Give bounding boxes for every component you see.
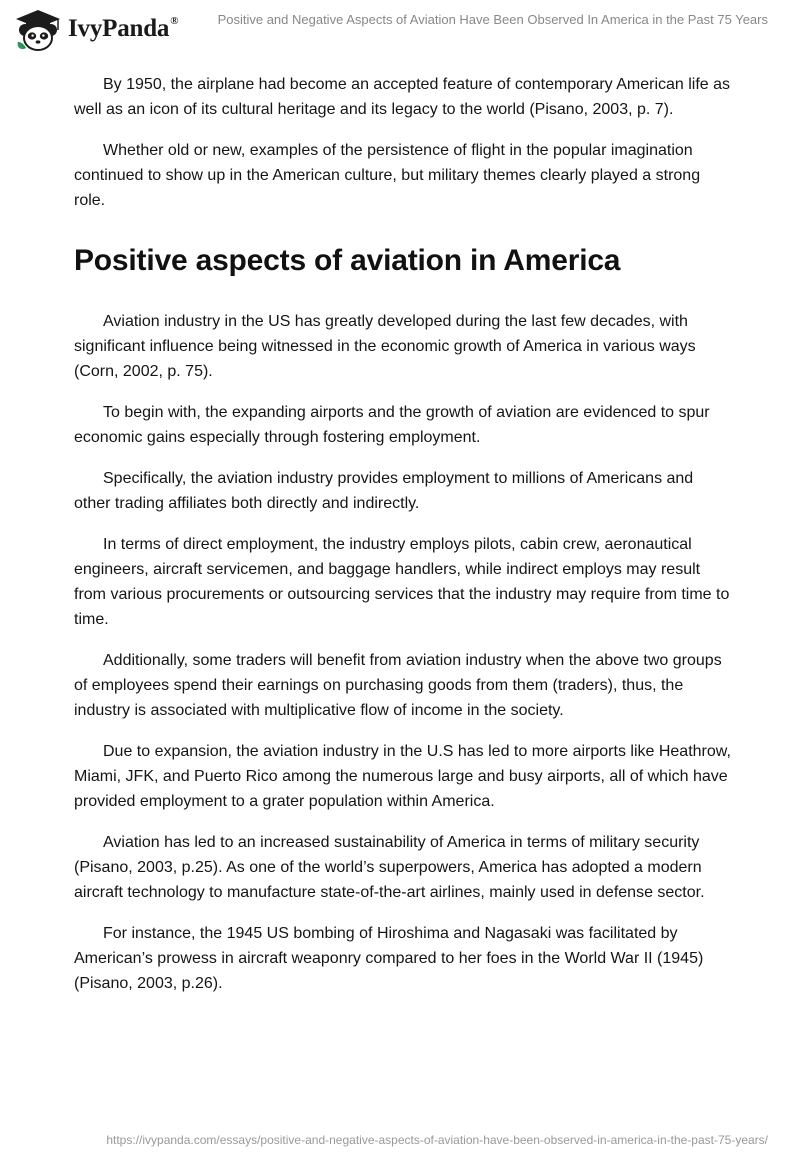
panda-graduate-icon	[14, 8, 62, 52]
article-body	[74, 72, 734, 1012]
section-heading: Positive aspects of aviation in America	[74, 244, 621, 277]
paragraph: In terms of direct employment, the industry employs pilots, cabin crew, aeronautical engineers, aircraft servicemen, and baggage handlers, while indirect employs may result from various procurements or outsourcing services that the industry may require from time to time.	[74, 536, 730, 628]
registered-mark: ®	[170, 14, 179, 27]
paragraph: To begin with, the expanding airports and the growth of aviation are evidenced to spur economic gains especially through fostering employment.	[74, 404, 710, 446]
essay-title-header: Positive and Negative Aspects of Aviation Have Been Observed In America in the Past 75 Years	[217, 12, 768, 27]
brand-name: IvyPanda®	[68, 14, 179, 42]
source-url[interactable]: https://ivypanda.com/essays/positive-and-negative-aspects-of-aviation-have-been-observed-in-america-in-the-past-75-years/	[106, 1133, 768, 1147]
ivypanda-logo[interactable]	[14, 8, 178, 52]
paragraph: For instance, the 1945 US bombing of Hiroshima and Nagasaki was facilitated by American’s prowess in aircraft weaponry compared to her foes in the World War II (1945) (Pisano, 2003, p.26).	[74, 925, 704, 992]
paragraph: Due to expansion, the aviation industry in the U.S has led to more airports like Heathrow, Miami, JFK, and Puerto Rico among the numerous large and busy airports, all of which have provided employment to a grater population within America.	[74, 743, 731, 810]
paragraph: Aviation has led to an increased sustainability of America in terms of military security (Pisano, 2003, p.25). As one of the world’s superpowers, America has adopted a modern aircraft technology to manufacture state-of-the-art airlines, mainly used in defense sector.	[74, 834, 705, 901]
page-header	[0, 0, 800, 64]
paragraph: Specifically, the aviation industry provides employment to millions of Americans and other trading affiliates both directly and indirectly.	[74, 470, 694, 512]
paragraph: Additionally, some traders will benefit from aviation industry when the above two groups of employees spend their earnings on purchasing goods from them (traders), thus, the industry is associated with multiplicative flow of income in the society.	[74, 652, 722, 719]
paragraph: Aviation industry in the US has greatly developed during the last few decades, with significant influence being witnessed in the economic growth of America in various ways (Corn, 2002, p. 75).	[74, 313, 696, 380]
paragraph: By 1950, the airplane had become an accepted feature of contemporary American life as well as an icon of its cultural heritage and its legacy to the world (Pisano, 2003, p. 7).	[74, 76, 731, 118]
paragraph: Whether old or new, examples of the persistence of flight in the popular imagination continued to show up in the American culture, but military themes clearly played a strong role.	[74, 142, 701, 209]
